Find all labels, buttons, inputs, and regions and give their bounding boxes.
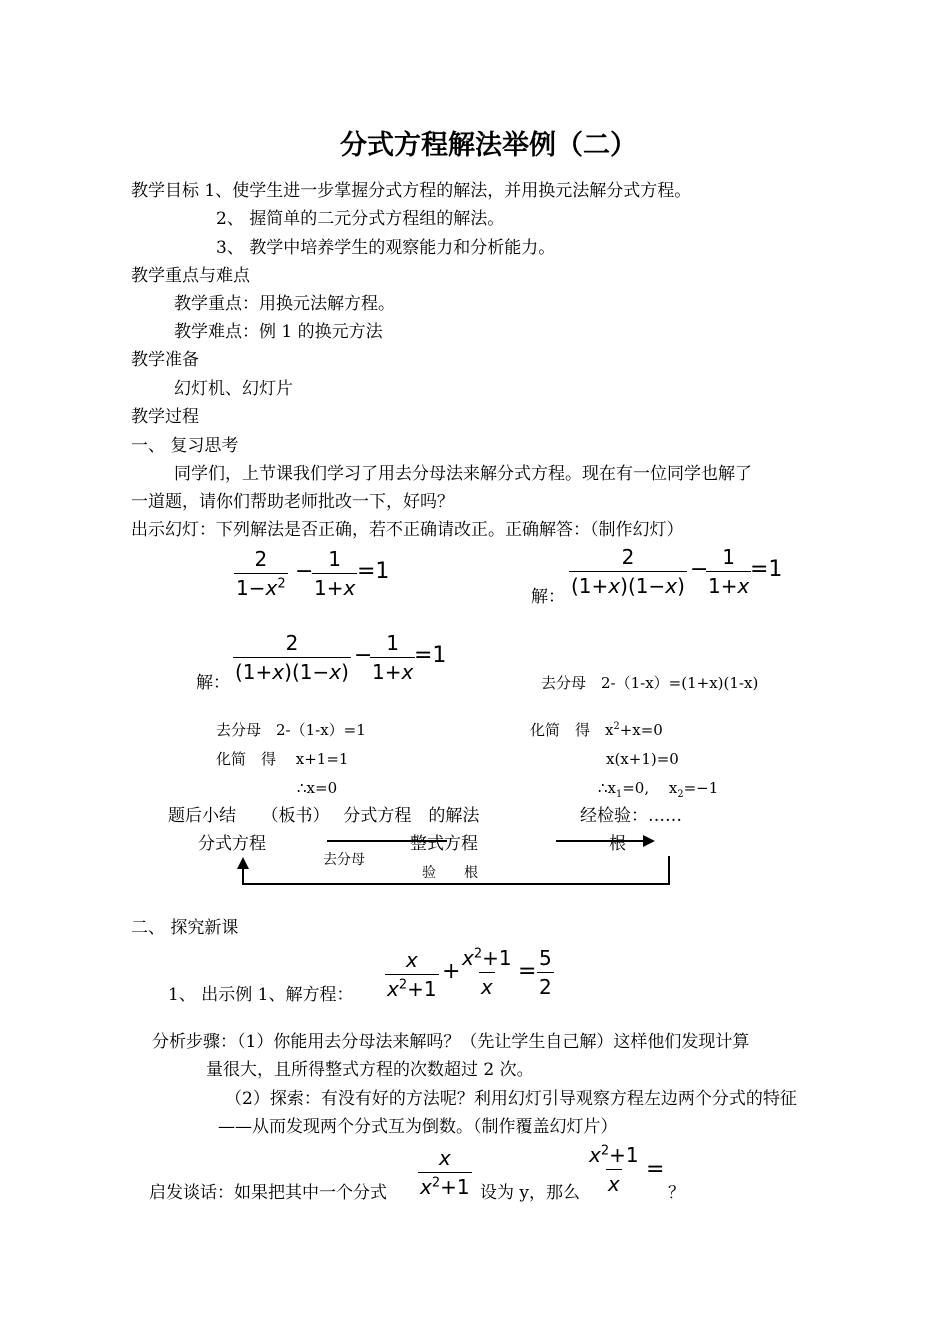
denominator (706, 571, 751, 598)
fraction-1-over-1-plus-x (312, 547, 357, 600)
numerator: 1 (722, 545, 736, 569)
prep-heading: 教学准备 (131, 350, 199, 370)
example-1-label: 1、 出示例 1、解方程： (168, 985, 354, 1005)
right-step-4-sub: 1 (616, 789, 623, 800)
equals-one: =1 (750, 557, 783, 582)
check-label: 经检验：…… (580, 806, 682, 826)
focus-heading: 教学重点与难点 (131, 266, 250, 286)
denominator (385, 974, 439, 1001)
minus-sign: − (295, 559, 314, 584)
wrong-step-3: ∴x=0 (297, 779, 338, 797)
fraction-2-over-product (569, 545, 687, 598)
right-step-1: 去分母 2-（1-x）=(1+x)(1-x) (541, 674, 759, 692)
section-2-heading: 二、 探究新课 (131, 918, 239, 938)
denominator: x (479, 972, 495, 999)
slide-instruction: 出示幻灯：下列解法是否正确，若不正确请改正。正确解答：（制作幻灯） (131, 520, 684, 540)
denominator (234, 573, 288, 600)
right-step-2-sup: 2 (613, 721, 620, 732)
den-text: ) (677, 574, 685, 598)
den-var: x (665, 574, 678, 598)
minus-sign: − (690, 557, 709, 582)
den-var: x (265, 576, 278, 600)
fraction-5-over-2 (537, 946, 554, 999)
arrow-up-icon (237, 857, 249, 869)
right-step-2 (530, 720, 663, 740)
goal-1: 教学目标 1、使学生进一步掌握分式方程的解法，并用换元法解分式方程。 (131, 181, 692, 201)
numerator: x (438, 1146, 451, 1170)
fraction-1-over-1-plus-x (370, 631, 415, 684)
prep-item: 幻灯机、幻灯片 (174, 379, 293, 399)
hint-text-b: 设为 y，那么 (480, 1183, 581, 1203)
goal-3: 3、 教学中培养学生的观察能力和分析能力。 (216, 238, 556, 258)
den-var: x (420, 1175, 432, 1199)
process-heading: 教学过程 (131, 407, 199, 427)
analysis-2: （2）探索：有没有好的方法呢？利用幻灯引导观察方程左边两个分式的特征 (225, 1089, 797, 1109)
numerator (460, 946, 514, 972)
equals-one: =1 (357, 559, 390, 584)
numerator: 2 (254, 547, 268, 571)
plus-sign: + (442, 959, 461, 984)
wrong-step-2: 化简 得 x+1=1 (216, 750, 349, 768)
right-step-2-text: 化简 得 x (530, 721, 614, 739)
fraction-x-over-x2-plus-1 (418, 1146, 472, 1199)
num-var: x (462, 946, 474, 970)
fraction-x2-plus-1-over-x (460, 946, 514, 999)
equals-sign: = (518, 959, 537, 984)
den-text: )(1− (284, 660, 330, 684)
equals-one: =1 (414, 643, 447, 668)
den-exp: 2 (398, 977, 408, 993)
right-step-4-text: =−1 (683, 779, 719, 797)
denominator (569, 571, 687, 598)
den-text: ) (341, 660, 349, 684)
numerator: 2 (285, 631, 299, 655)
numerator: 1 (328, 547, 342, 571)
right-step-3: x(x+1)=0 (606, 750, 679, 768)
fraction-2-over-1-minus-x2 (234, 547, 288, 600)
minus-sign: − (354, 643, 373, 668)
den-var: x (343, 576, 356, 600)
right-step-4-text: =0, x (622, 779, 678, 797)
analysis-1b: 量很大，且所得整式方程的次数超过 2 次。 (206, 1060, 534, 1080)
hint-question-mark: ？ (668, 1183, 685, 1203)
den-text: +1 (440, 1175, 470, 1199)
num-exp: 2 (600, 1143, 610, 1159)
denominator: 2 (537, 972, 554, 999)
arrow-right-icon (643, 835, 655, 847)
flow-node-integral-equation: 整式方程 (410, 834, 478, 854)
den-text: 1− (236, 576, 266, 600)
right-step-2-text: +x=0 (619, 721, 663, 739)
denominator (370, 657, 415, 684)
den-text: )(1− (620, 574, 666, 598)
den-var: x (329, 660, 342, 684)
fraction-2-over-product (233, 631, 351, 684)
num-text: +1 (609, 1143, 639, 1167)
flow-back-label-check-root: 验 根 (422, 865, 478, 881)
numerator: 1 (386, 631, 400, 655)
den-text: 1+ (708, 574, 738, 598)
den-var: x (272, 660, 285, 684)
den-text: +1 (407, 977, 437, 1001)
denominator (233, 657, 351, 684)
den-var: x (387, 977, 399, 1001)
numerator: x (405, 948, 418, 972)
analysis-2b: ——从而发现两个分式互为倒数。（制作覆盖幻灯片） (218, 1117, 618, 1137)
analysis-1: 分析步骤：（1）你能用去分母法来解吗？（先让学生自己解）这样他们发现计算 (152, 1032, 750, 1052)
den-text: (1+ (571, 574, 609, 598)
hint-text-a: 启发谈话：如果把其中一个分式 (149, 1183, 387, 1203)
jie-label: 解： (531, 587, 565, 607)
denominator: x (606, 1169, 622, 1196)
flow-node-fractional-equation: 分式方程 (198, 834, 266, 854)
paragraph-1a: 同学们，上节课我们学习了用去分母法来解分式方程。现在有一位同学也解了 (174, 464, 752, 484)
num-exp: 2 (473, 946, 483, 962)
den-exp: 2 (277, 576, 286, 592)
den-var: x (401, 660, 414, 684)
fraction-x2-plus-1-over-x (587, 1143, 641, 1196)
flow-back-line-bottom (242, 883, 670, 885)
flow-back-line-right (668, 856, 670, 884)
denominator (418, 1172, 472, 1199)
focus-difficulty: 教学难点：例 1 的换元方法 (174, 322, 383, 342)
summary-line: 题后小结 （板书） 分式方程 的解法 (168, 806, 480, 826)
flow-arrow-label-denominator: 去分母 (323, 852, 365, 868)
numerator: 5 (539, 946, 552, 970)
section-1-heading: 一、 复习思考 (131, 436, 239, 456)
focus-key: 教学重点：用换元法解方程。 (174, 294, 395, 314)
numerator (587, 1143, 641, 1169)
den-var: x (608, 574, 621, 598)
fraction-x-over-x2-plus-1 (385, 948, 439, 1001)
den-var: x (737, 574, 750, 598)
right-step-4 (598, 778, 718, 798)
den-exp: 2 (431, 1175, 441, 1191)
flow-arrow-line-2 (556, 840, 644, 842)
den-text: 1+ (314, 576, 344, 600)
equals-sign: = (646, 1157, 665, 1182)
paragraph-1b: 一道题，请你们帮助老师批改一下，好吗？ (131, 492, 454, 512)
wrong-step-1: 去分母 2-（1-x）=1 (216, 721, 366, 739)
fraction-1-over-1-plus-x (706, 545, 751, 598)
den-text: 1+ (372, 660, 402, 684)
right-step-4-sub: 2 (677, 789, 684, 800)
denominator (312, 573, 357, 600)
goal-2: 2、 握简单的二元分式方程组的解法。 (216, 209, 505, 229)
numerator: 2 (621, 545, 635, 569)
jie-label: 解： (196, 673, 230, 693)
right-step-4-text: ∴x (598, 779, 617, 797)
num-var: x (589, 1143, 601, 1167)
num-text: +1 (482, 946, 512, 970)
den-text: (1+ (235, 660, 273, 684)
flow-node-root: 根 (609, 834, 626, 854)
page-title: 分式方程解法举例（二） (340, 130, 637, 161)
